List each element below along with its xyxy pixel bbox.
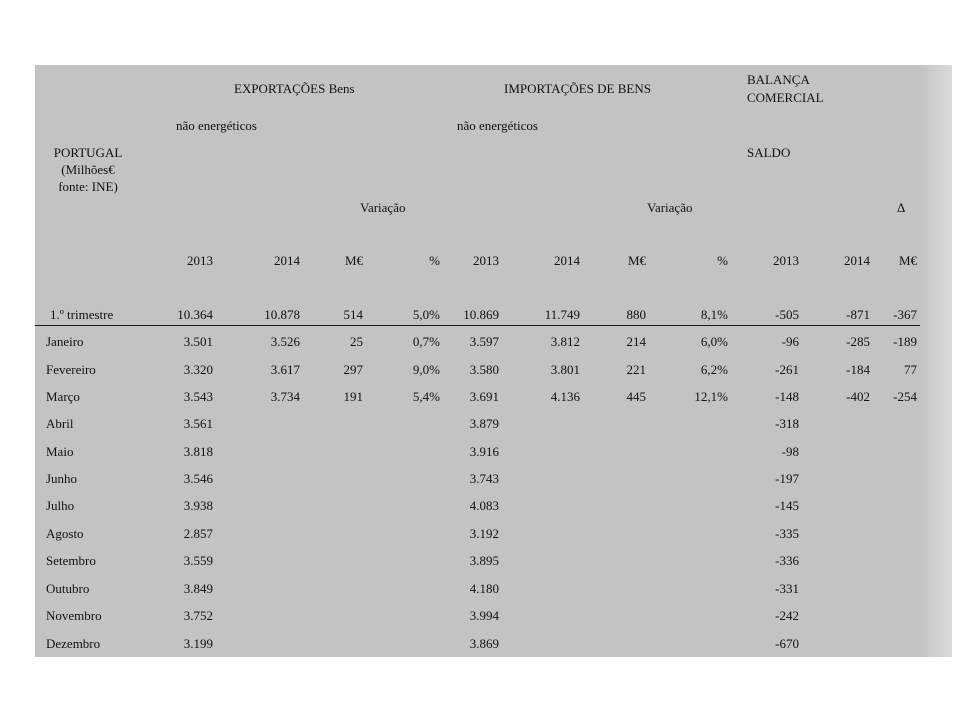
table-cell: 12,1% (694, 389, 728, 404)
table-cell: 3.526 (270, 334, 300, 349)
trade-balance-table (35, 65, 952, 657)
table-cell: 10.878 (264, 307, 300, 322)
table-cell: 3.617 (270, 362, 300, 377)
table-cell: 3.752 (183, 608, 213, 623)
table-row (35, 334, 920, 361)
table-cell: 4.180 (469, 581, 499, 596)
table-cell: 3.320 (183, 362, 213, 377)
row-label: Abril (46, 416, 74, 431)
saldo-label: SALDO (747, 145, 791, 160)
table-cell: 6,2% (700, 362, 728, 377)
column-header: M€ (627, 253, 646, 268)
table-cell: 3.559 (183, 553, 213, 568)
row-label: 1.º trimestre (50, 307, 114, 322)
column-header: M€ (898, 253, 917, 268)
balance-title-line2: COMERCIAL (747, 90, 824, 105)
row-label: Agosto (46, 526, 84, 541)
row-label: Fevereiro (46, 362, 96, 377)
table-cell: 3.561 (183, 416, 213, 431)
exports-subtitle: não energéticos (176, 118, 257, 133)
table-cell: 9,0% (412, 362, 440, 377)
table-cell: 221 (626, 362, 646, 377)
column-header: 2014 (844, 253, 870, 268)
table-cell: 10.869 (463, 307, 499, 322)
row-label: Setembro (46, 553, 96, 568)
table-cell: -261 (775, 362, 799, 377)
row-label: Julho (46, 498, 75, 513)
table-cell: 3.691 (469, 389, 499, 404)
table-cell: 6,0% (700, 334, 728, 349)
table-cell: -145 (775, 498, 799, 513)
table-cell: 3.199 (183, 636, 213, 651)
table-row (35, 636, 920, 663)
table-cell: 77 (904, 362, 917, 377)
column-header-row (35, 253, 920, 280)
imports-variation-label: Variação (647, 200, 693, 215)
table-cell: -254 (893, 389, 917, 404)
column-header: % (429, 253, 440, 268)
table-cell: -331 (775, 581, 799, 596)
row-label: Dezembro (46, 636, 101, 651)
row-label: Janeiro (46, 334, 84, 349)
imports-subtitle: não energéticos (457, 118, 538, 133)
table-cell: -670 (775, 636, 799, 651)
table-cell: 25 (350, 334, 363, 349)
table-cell: 191 (343, 389, 363, 404)
table-cell: 3.801 (550, 362, 580, 377)
table-cell: 3.869 (469, 636, 499, 651)
table-cell: -336 (775, 553, 799, 568)
table-cell: 2.857 (183, 526, 213, 541)
table-row (35, 471, 920, 498)
table-cell: 0,7% (412, 334, 440, 349)
table-cell: 3.546 (183, 471, 213, 486)
table-cell: -335 (775, 526, 799, 541)
table-cell: 3.192 (469, 526, 499, 541)
table-row (35, 526, 920, 553)
units-label: (Milhões€ (61, 162, 115, 177)
table-cell: 3.734 (270, 389, 300, 404)
table-row (35, 553, 920, 580)
table-cell: 514 (343, 307, 363, 322)
table-cell: 3.597 (469, 334, 499, 349)
table-cell: 445 (626, 389, 646, 404)
table-cell: 3.916 (469, 444, 499, 459)
table-cell: -96 (781, 334, 799, 349)
column-header: 2013 (773, 253, 799, 268)
table-cell: 3.879 (469, 416, 499, 431)
table-cell: 3.743 (469, 471, 499, 486)
table-cell: -98 (781, 444, 799, 459)
column-header: 2014 (554, 253, 580, 268)
column-header: M€ (344, 253, 363, 268)
table-cell: 8,1% (700, 307, 728, 322)
balance-title-line1: BALANÇA (747, 72, 810, 87)
row-label: Outubro (46, 581, 90, 596)
exports-title: EXPORTAÇÕES Bens (234, 81, 355, 96)
row-label: Março (46, 389, 80, 404)
table-cell: -367 (893, 307, 917, 322)
table-cell: 10.364 (177, 307, 213, 322)
table-cell: 5,4% (412, 389, 440, 404)
row-label: Junho (46, 471, 78, 486)
table-row (35, 362, 920, 389)
column-header: 2013 (473, 253, 499, 268)
row-label: Maio (46, 444, 74, 459)
table-row (35, 307, 920, 334)
table-row (35, 444, 920, 471)
table-cell: 5,0% (412, 307, 440, 322)
table-cell: 214 (626, 334, 646, 349)
table-row (35, 608, 920, 635)
row-label: Novembro (46, 608, 102, 623)
table-cell: 3.895 (469, 553, 499, 568)
table-cell: -402 (846, 389, 870, 404)
table-cell: -197 (775, 471, 799, 486)
table-cell: 3.501 (183, 334, 213, 349)
country-label: PORTUGAL (53, 145, 123, 160)
table-cell: -184 (846, 362, 870, 377)
table-cell: -318 (775, 416, 799, 431)
table-cell: 3.543 (183, 389, 213, 404)
table-cell: 4.083 (469, 498, 499, 513)
table-cell: 3.580 (469, 362, 499, 377)
table-cell: -871 (846, 307, 870, 322)
table-cell: -148 (775, 389, 799, 404)
table-cell: 3.938 (183, 498, 213, 513)
table-row (35, 498, 920, 525)
exports-variation-label: Variação (360, 200, 406, 215)
table-cell: 3.812 (550, 334, 580, 349)
column-header: 2014 (274, 253, 300, 268)
table-row (35, 389, 920, 416)
table-cell: 3.818 (183, 444, 213, 459)
table-cell: -285 (846, 334, 870, 349)
table-cell: -189 (893, 334, 917, 349)
column-header: % (717, 253, 728, 268)
table-cell: 11.749 (544, 307, 580, 322)
table-cell: 3.849 (183, 581, 213, 596)
table-cell: 4.136 (550, 389, 580, 404)
table-cell: -505 (775, 307, 799, 322)
imports-title: IMPORTAÇÕES DE BENS (504, 81, 651, 96)
table-cell: 880 (626, 307, 646, 322)
table-row (35, 581, 920, 608)
delta-label: Δ (897, 200, 906, 215)
table-cell: 297 (343, 362, 363, 377)
column-header: 2013 (187, 253, 213, 268)
table-cell: -242 (775, 608, 799, 623)
source-label: fonte: INE) (58, 179, 118, 194)
table-row (35, 416, 920, 443)
table-cell: 3.994 (469, 608, 499, 623)
